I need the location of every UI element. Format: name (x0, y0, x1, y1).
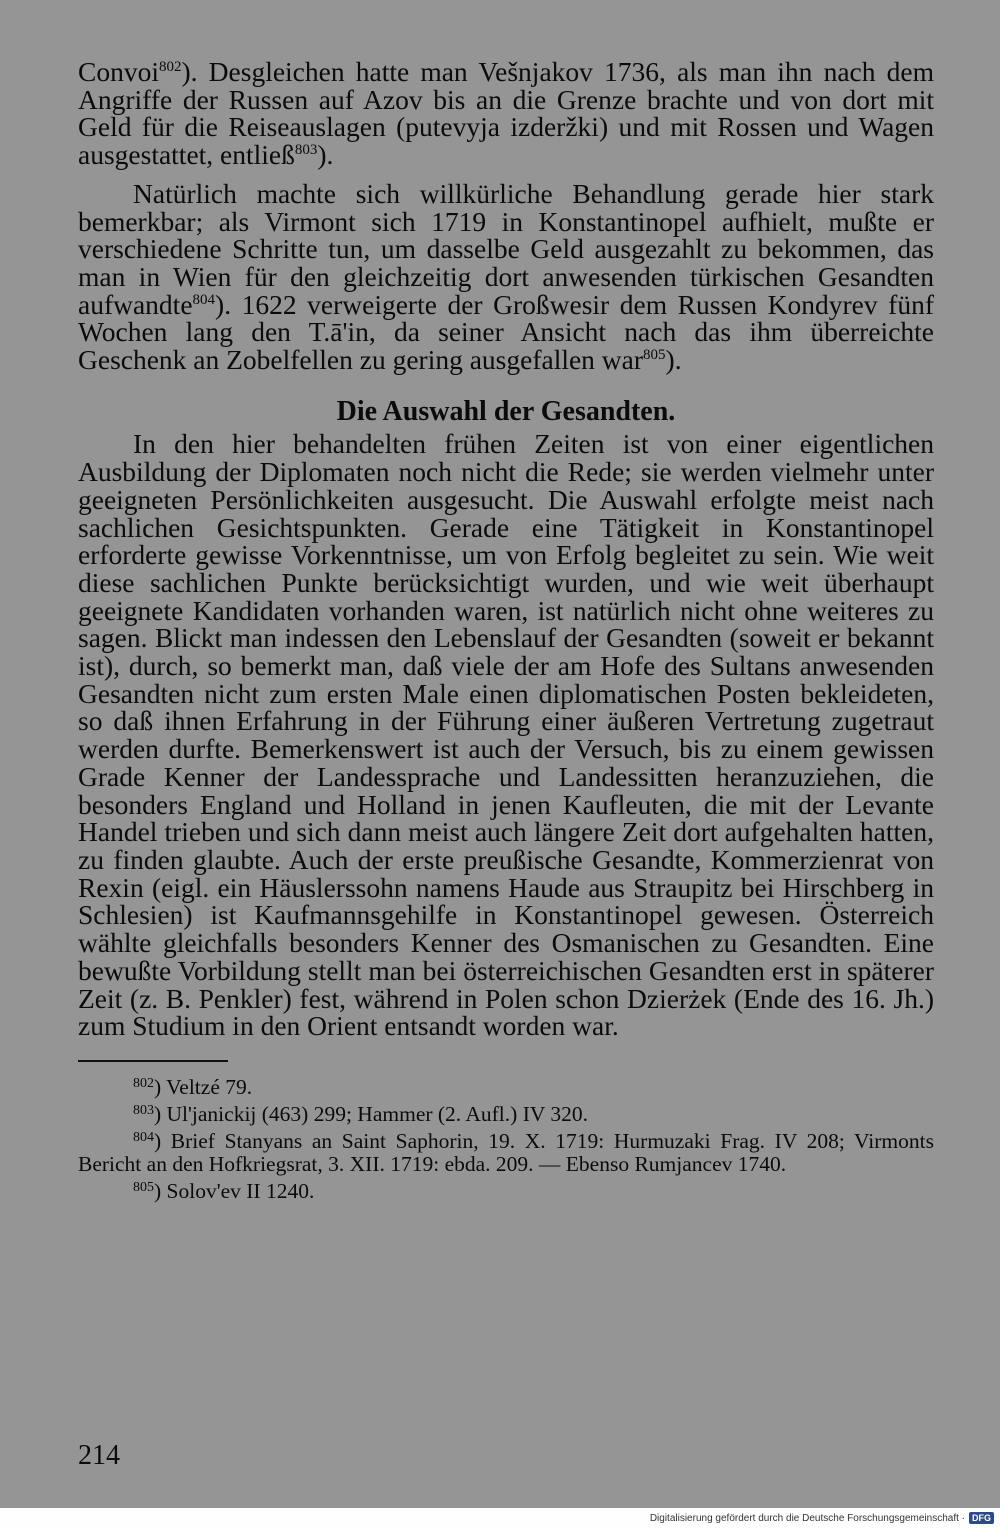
paragraph-2 (78, 177, 934, 376)
text-run: ). 1622 verweigerte der Großwesir dem Russen Kondyrev fünf Wochen lang den T.ā'in, da seiner Ansicht nach das ihm überreichte Geschenk an Zobelfellen zu gering ausgefallen war (78, 288, 934, 376)
footnote-text: ) Solov'ev II 1240. (154, 1178, 315, 1203)
text-run: Convoi (78, 56, 159, 87)
section-heading: Die Auswahl der Gesandten. (336, 395, 676, 427)
body-text (78, 58, 934, 1203)
footnote-ref: 802 (158, 59, 182, 75)
footnote-number: 804 (133, 1129, 154, 1145)
text-run: ). (665, 344, 682, 376)
text-run: Natürlich machte sich willkürliche Behandlung gerade hier stark bemerkbar; als Virmont sich 1719 in Konstantinopel aufhielt, mußte er verschiedene Schritte tun, um dasselbe Geld ausgezahlt zu bekommen, das man in Wien für den gleichzeitig dort anwesenden türkischen Gesandten aufwandte (78, 177, 934, 320)
footnote-text: ) Brief Stanyans an Saint Saphorin, 19. X. 1719: Hurmuzaki Frag. IV 208; Virmonts Bericht an den Hofkriegsrat, 3. XII. 1719: ebda. 209. — Ebenso Rumjancev 1740. (78, 1128, 934, 1176)
footnote-number: 805 (133, 1179, 154, 1195)
footnote-802 (78, 1072, 934, 1099)
dfg-logo-icon: DFG (969, 1512, 994, 1524)
text-run: ). Desgleichen hatte man Vešnjakov 1736, als man ihn nach dem Angriffe der Russen auf Azov bis an die Grenze brachte und von dort mit Geld für die Reiseauslagen (putevyja izderžki) und mit Rossen und Wagen ausgestattet, entließ (78, 56, 934, 171)
page-number: 214 (78, 1440, 120, 1471)
paragraph-1 (78, 58, 934, 169)
footnote-ref: 804 (192, 291, 216, 308)
footnote-805 (78, 1176, 934, 1203)
footnote-ref: 803 (294, 142, 318, 159)
footnote-divider (78, 1060, 228, 1062)
footnote-803 (78, 1099, 934, 1126)
footnote-text: ) Veltzé 79. (154, 1074, 253, 1099)
digitization-credit (650, 1510, 994, 1526)
text-run: ). (317, 139, 334, 171)
footnote-number: 803 (133, 1102, 154, 1118)
footnote-ref: 805 (643, 347, 666, 364)
footnote-text: ) Ul'janickij (463) 299; Hammer (2. Aufl.) IV 320. (154, 1101, 588, 1126)
footnote-804 (78, 1126, 934, 1176)
footnotes (78, 1072, 934, 1203)
footnote-number: 802 (133, 1075, 154, 1091)
credit-text: Digitalisierung gefördert durch die Deutsche Forschungsgemeinschaft · (649, 1512, 965, 1524)
paragraph-3: In den hier behandelten frühen Zeiten ist von einer eigentlichen Ausbildung der Diplomaten noch nicht die Rede; sie werden vielmehr unter geeigneten Persönlichkeiten ausgesucht. Die Auswahl erfolgte meist nach sachlichen Gesichtspunkten. Gerade eine Tätigkeit in Konstantinopel erforderte gewisse Vorkenntnisse, um von Erfolg begleitet zu sein. Wie weit diese sachlichen Punkte berücksichtigt wurden, und wie weit überhaupt geeignete Kandidaten vorhanden waren, ist natürlich nicht ohne weiteres zu sagen. Blickt man indessen den Lebenslauf der Gesandten (soweit er bekannt ist), durch, so bemerkt man, daß viele der am Hofe des Sultans anwesenden Gesandten nicht zum ersten Male einen diplomatischen Posten bekleideten, so daß ihnen Erfahrung in der Führung einer äußeren Vertretung zugetraut werden durfte. Bemerkenswert ist auch der Versuch, bis zu einem gewissen Grade Kenner der Landessprache und Landessitten heranzuziehen, die besonders England und Holland in jenen Kaufleuten, die mit der Levante Handel trieben und sich dann meist auch längere Zeit dort aufgehalten hatten, zu finden glaubte. Auch der erste preußische Gesandte, Kommerzienrat von Rexin (eigl. ein Häuslerssohn namens Haude aus Straupitz bei Hirschberg in Schlesien) ist Kaufmannsgehilfe in Konstantinopel gewesen. Österreich wählte gleichfalls besonders Kenner des Osmanischen zu Gesandten. Eine bewußte Vorbildung stellt man bei österreichischen Gesandten erst in späterer Zeit (z. B. Penkler) fest, während in Polen schon Dzierżek (Ende des 16. Jh.) zum Studium in den Orient entsandt worden war. (78, 428, 934, 1042)
